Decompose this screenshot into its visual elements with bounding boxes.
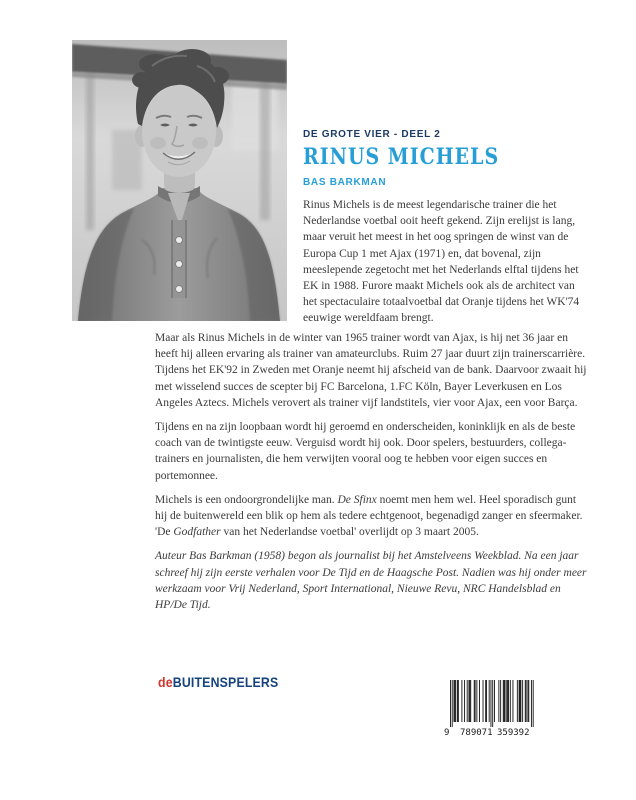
publisher-prefix: de [158,674,173,690]
paragraph: Auteur Bas Barkman (1958) begon als journalist bij het Amstelveens Weekblad. Na een jaar schreef hij zijn eerste verhalen voor De Tijd en de Haagsche Post. Nadien was hij onder meer werkzaam voor Vrij Nederland, Sport International, Nieuwe Revu, NRC Handelsblad en HP/De Tijd. [155,550,587,612]
publisher-name: BUITENSPELERS [172,674,279,690]
paragraph: Michels is een ondoorgrondelijke man. De Sfinx noemt men hem wel. Heel sporadisch gunt hij de buitenwereld een blik op hem als tedere echtgenoot, begenadigd zanger en sfeermaker. 'De Godfather van het Nederlandse voetbal' overlijdt op 3 maart 2005. [155,493,583,539]
paragraph: Maar als Rinus Michels in de winter van 1965 trainer wordt van Ajax, is hij net 36 jaar en heeft hij alleen ervaring als trainer van amateurclubs. Ruim 27 jaar duurt zijn trainerscarrière. Tijdens het EK'92 in Zweden met Oranje neemt hij afscheid van de bank. Daarvoor zwaait hij met wisselend succes de scepter bij FC Barcelona, 1.FC Köln, Bayer Leverkusen en Los Angeles Aztecs. Michels verovert als trainer vijf landstitels, vier voor Ajax, een voor Barça. [155,332,587,409]
title-block [303,129,603,188]
author-name: BAS BARKMAN [303,177,387,188]
barcode-digit-first: 9 [444,728,450,738]
body-paragraphs [155,330,588,621]
barcode-digits-right: 359392 [497,728,530,738]
intro-paragraph: Rinus Michels is de meest legendarische trainer die het Nederlandse voetbal ooit heeft gekend. Zijn erelijst is lang, maar veruit het meest in het oog springen de winst van de Europa Cup 1 met Ajax (1971) en, dat bovenal, zijn meeslepende zegetocht met het Nederlands elftal tijdens het EK in 1988. Furore maakt Michels ook als de architect van het spectaculaire totaalvoetbal dat Oranje tijdens het WK'74 eeuwige wereldfaam brengt. [303,199,580,325]
barcode-bars [450,680,534,727]
portrait-photo [72,40,287,321]
paragraph: Tijdens en na zijn loopbaan wordt hij geroemd en onderscheiden, koninklijk en als de beste coach van de twintigste eeuw. Verguisd wordt hij ook. Door spelers, bestuurders, collega-trainers en journalisten, die hem verwijten vooral oog te hebben voor eigen succes en portemonnee. [155,421,576,482]
isbn-barcode [444,678,538,738]
publisher-logo [158,674,278,690]
book-title: RINUS MICHELS [303,144,500,170]
barcode-digits-left: 789071 [460,728,493,738]
series-label: DE GROTE VIER - DEEL 2 [303,129,441,140]
